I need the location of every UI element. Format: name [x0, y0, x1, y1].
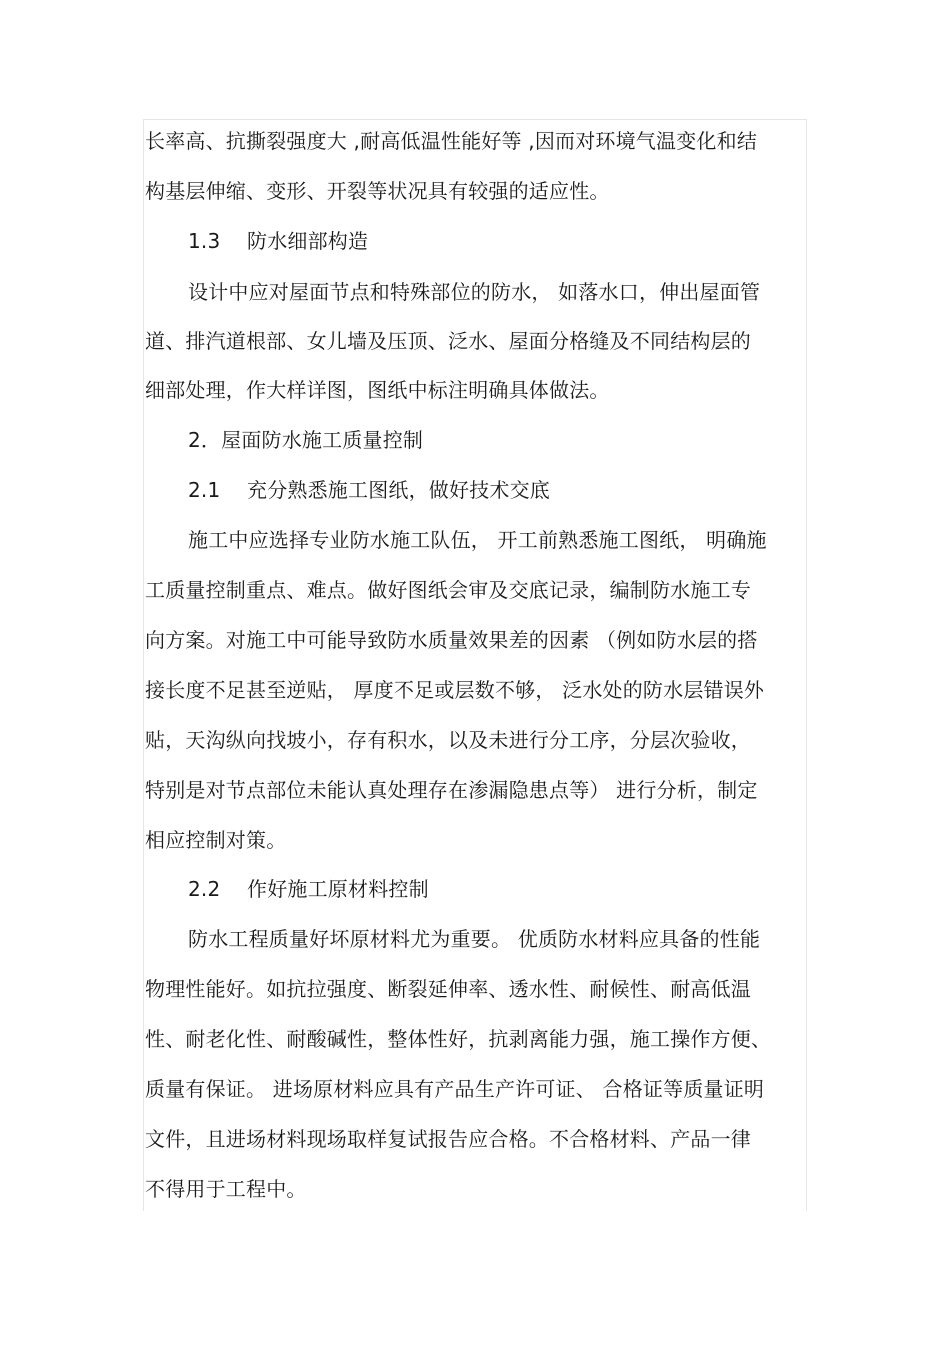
text-line: 文件，且进场材料现场取样复试报告应合格。不合格材料、产品一律 [145, 1127, 751, 1151]
text-line: 相应控制对策。 [145, 828, 287, 852]
section-heading-1-3 [188, 226, 368, 256]
text-line: 接长度不足甚至逆贴， 厚度不足或层数不够， 泛水处的防水层错误外 [145, 678, 765, 702]
section-number: 1.3 [188, 229, 221, 253]
section-title: 防水细部构造 [247, 229, 369, 253]
section-heading-2-1 [188, 475, 550, 505]
section-heading-2-2 [188, 874, 429, 904]
text-line: 防水工程质量好坏原材料尤为重要。 优质防水材料应具备的性能 [188, 927, 761, 951]
text-line: 性、耐老化性、耐酸碱性，整体性好，抗剥离能力强，施工操作方便、 [145, 1027, 772, 1051]
text-line: 工质量控制重点、难点。做好图纸会审及交底记录，编制防水施工专 [145, 578, 751, 602]
chapter-heading-2: 2．屋面防水施工质量控制 [188, 428, 424, 452]
text-line: 细部处理，作大样详图，图纸中标注明确具体做法。 [145, 378, 610, 402]
text-line: 不得用于工程中。 [145, 1177, 307, 1201]
text-line: 特别是对节点部位未能认真处理存在渗漏隐患点等） 进行分析，制定 [145, 778, 758, 802]
text-line: 物理性能好。如抗拉强度、断裂延伸率、透水性、耐候性、耐高低温 [145, 977, 751, 1001]
section-title: 作好施工原材料控制 [247, 877, 429, 901]
section-number: 2.1 [188, 478, 221, 502]
text-line: 构基层伸缩、变形、开裂等状况具有较强的适应性。 [145, 179, 610, 203]
section-title: 充分熟悉施工图纸，做好技术交底 [247, 478, 550, 502]
text-line: 质量有保证。 进场原材料应具有产品生产许可证、 合格证等质量证明 [145, 1077, 765, 1101]
text-line: 道、排汽道根部、女儿墙及压顶、泛水、屋面分格缝及不同结构层的 [145, 329, 751, 353]
text-line: 设计中应对屋面节点和特殊部位的防水， 如落水口，伸出屋面管 [188, 280, 761, 304]
text-line: 施工中应选择专业防水施工队伍， 开工前熟悉施工图纸， 明确施 [188, 528, 767, 552]
text-line: 向方案。对施工中可能导致防水质量效果差的因素 （例如防水层的搭 [145, 628, 758, 652]
section-number: 2.2 [188, 877, 221, 901]
text-line: 长率高、抗撕裂强度大 ,耐高低温性能好等 ,因而对环境气温变化和结 [145, 129, 758, 153]
text-line: 贴，天沟纵向找坡小，存有积水，以及未进行分工序，分层次验收， [145, 728, 751, 752]
